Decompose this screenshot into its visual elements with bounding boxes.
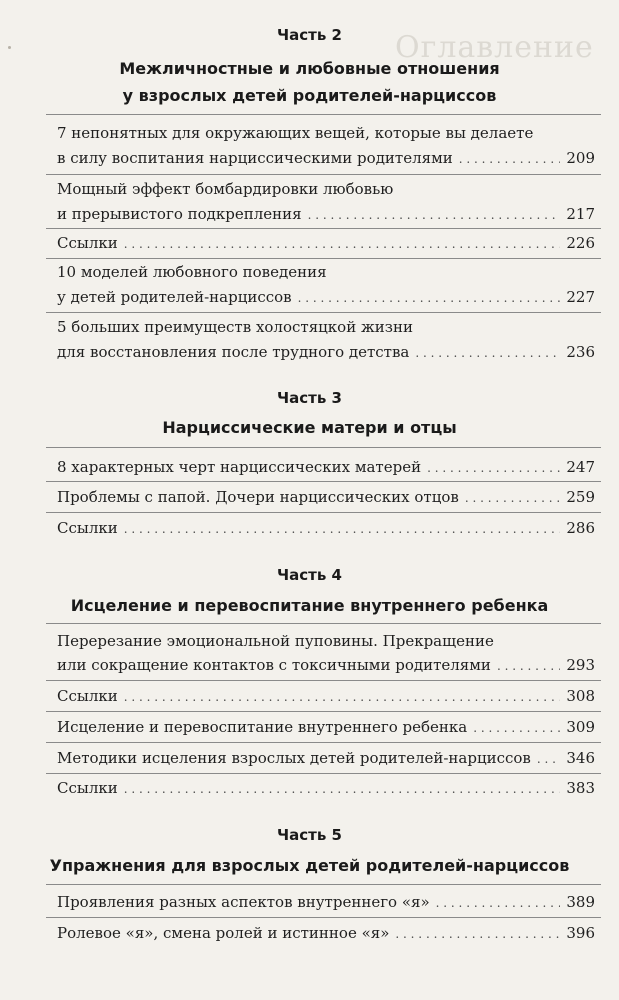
entry-divider	[46, 258, 601, 259]
section-divider	[46, 114, 601, 115]
leader-dots	[124, 517, 561, 540]
page-number: 396	[566, 924, 595, 942]
leader-dots	[459, 147, 561, 170]
part-title: у взрослых детей родителей-нарциссов	[122, 86, 497, 105]
toc-entry[interactable]	[57, 456, 595, 478]
leader-dots	[465, 486, 561, 509]
toc-entry-text: Мощный эффект бомбардировки любовью	[57, 180, 394, 198]
toc-entry-text: или сокращение контактов с токсичными родителями	[57, 656, 491, 674]
toc-entry[interactable]	[57, 341, 595, 363]
leader-dots	[124, 777, 561, 800]
leader-dots	[124, 232, 561, 255]
toc-entry-text: и прерывистого подкрепления	[57, 205, 302, 223]
toc-entry[interactable]	[57, 891, 595, 913]
page-number: 293	[566, 656, 595, 674]
page-number: 259	[566, 488, 595, 506]
entry-divider	[46, 680, 601, 681]
toc-entry-text: 8 характерных черт нарциссических матерей	[57, 458, 422, 476]
page-number: 226	[566, 234, 595, 252]
toc-entry[interactable]	[57, 286, 595, 308]
page-number: 389	[566, 893, 595, 911]
leader-dots	[298, 286, 561, 309]
toc-entry-text: Проявления разных аспектов внутреннего «я»	[57, 893, 430, 911]
toc-entry[interactable]	[57, 147, 595, 169]
toc-entry[interactable]	[57, 232, 595, 254]
leader-dots	[427, 456, 560, 479]
section-divider	[46, 623, 601, 624]
toc-entry-text: Проблемы с папой. Дочери нарциссических отцов	[57, 488, 459, 506]
toc-entry-text: для восстановления после трудного детства	[57, 343, 410, 361]
entry-divider	[46, 512, 601, 513]
part-title: Исцеление и перевоспитание внутреннего ребенка	[70, 596, 549, 615]
toc-entry[interactable]	[57, 777, 595, 799]
toc-entry-text: Исцеление и перевоспитание внутреннего ребенка	[57, 718, 468, 736]
entry-divider	[46, 228, 601, 229]
leader-dots	[436, 891, 561, 914]
toc-entry[interactable]	[57, 747, 595, 769]
leader-dots	[473, 716, 560, 739]
page-number: 236	[566, 343, 595, 361]
toc-entry-text: у детей родителей-нарциссов	[57, 288, 292, 306]
entry-divider	[46, 481, 601, 482]
bleed-through-text: Оглавление	[395, 30, 594, 65]
part-title: Упражнения для взрослых детей родителей-нарциссов	[49, 856, 570, 875]
section-divider	[46, 447, 601, 448]
toc-entry-text: Ссылки	[57, 779, 118, 797]
entry-divider	[46, 312, 601, 313]
toc-entry[interactable]	[57, 685, 595, 707]
leader-dots	[308, 203, 561, 226]
leader-dots	[497, 654, 560, 677]
toc-entry[interactable]	[57, 654, 595, 676]
toc-entry-text: 10 моделей любовного поведения	[57, 263, 327, 281]
section-divider	[46, 884, 601, 885]
toc-entry-text: Ссылки	[57, 234, 118, 252]
leader-dots	[124, 685, 561, 708]
toc-entry-text: Перерезание эмоциональной пуповины. Прекращение	[57, 632, 494, 650]
page-number: 227	[566, 288, 595, 306]
entry-divider	[46, 773, 601, 774]
toc-entry-text: в силу воспитания нарциссическими родителями	[57, 149, 453, 167]
part-label: Часть 5	[277, 826, 342, 844]
page-number: 209	[566, 149, 595, 167]
part-label: Часть 2	[277, 26, 342, 44]
part-label: Часть 3	[277, 389, 342, 407]
page-number: 247	[566, 458, 595, 476]
entry-divider	[46, 917, 601, 918]
page-number: 308	[566, 687, 595, 705]
toc-entry-text: Ролевое «я», смена ролей и истинное «я»	[57, 924, 390, 942]
entry-divider	[46, 742, 601, 743]
part-title: Межличностные и любовные отношения	[119, 59, 500, 78]
toc-entry-text: 7 непонятных для окружающих вещей, которые вы делаете	[57, 124, 534, 142]
leader-dots	[395, 922, 560, 945]
part-label: Часть 4	[277, 566, 342, 584]
toc-entry-text: Методики исцеления взрослых детей родителей-нарциссов	[57, 749, 531, 767]
page-number: 309	[566, 718, 595, 736]
toc-entry[interactable]	[57, 922, 595, 944]
toc-entry[interactable]	[57, 203, 595, 225]
toc-entry[interactable]	[57, 517, 595, 539]
entry-divider	[46, 711, 601, 712]
leader-dots	[537, 747, 560, 770]
page-number: 286	[566, 519, 595, 537]
toc-entry-text: 5 больших преимуществ холостяцкой жизни	[57, 318, 413, 336]
toc-entry[interactable]	[57, 716, 595, 738]
part-title: Нарциссические матери и отцы	[162, 418, 457, 437]
page-speck	[8, 46, 11, 49]
page-number: 217	[566, 205, 595, 223]
toc-entry-text: Ссылки	[57, 687, 118, 705]
toc-entry[interactable]	[57, 486, 595, 508]
entry-divider	[46, 174, 601, 175]
page-number: 346	[566, 749, 595, 767]
page-number: 383	[566, 779, 595, 797]
toc-entry-text: Ссылки	[57, 519, 118, 537]
leader-dots	[415, 341, 560, 364]
